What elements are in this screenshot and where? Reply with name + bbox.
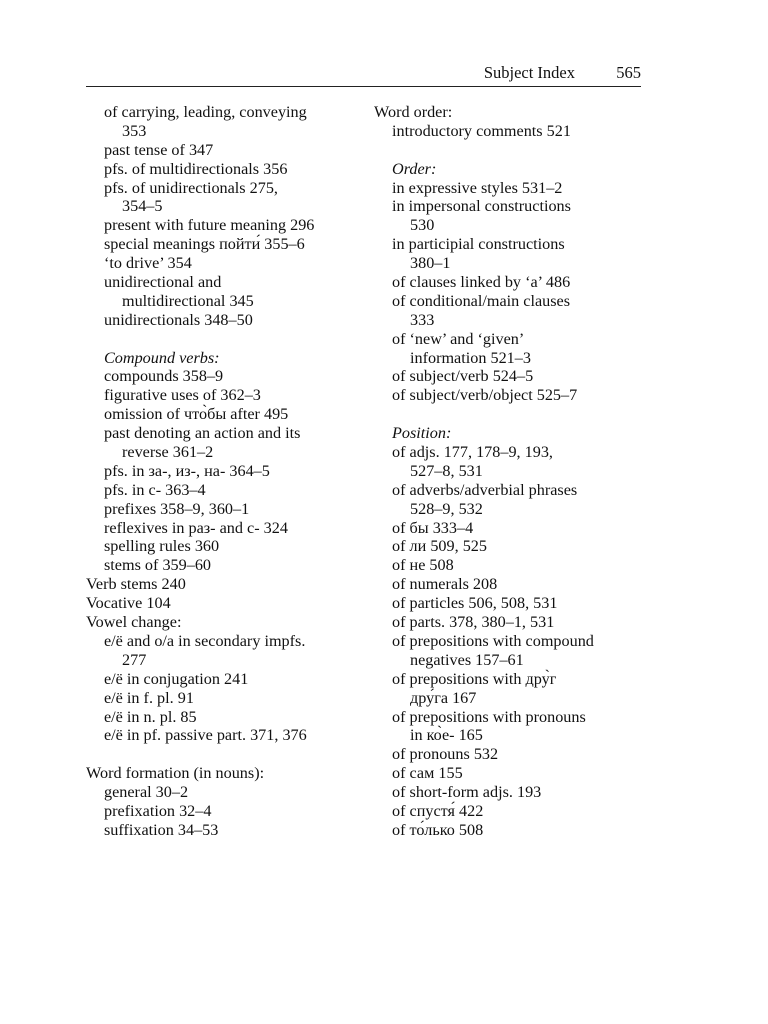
index-section-heading: Compound verbs: <box>104 348 220 367</box>
index-entry: multidirectional 345 <box>122 291 254 310</box>
index-entry: of ‘new’ and ‘given’ <box>392 329 525 348</box>
index-entry: of subject/verb/object 525–7 <box>392 386 578 405</box>
index-entry: pfs. of multidirectionals 356 <box>104 159 288 178</box>
index-entry: of parts. 378, 380–1, 531 <box>392 613 555 632</box>
index-entry: pfs. in за-, из-, на- 364–5 <box>104 461 270 480</box>
index-entry: special meanings пойти́ 355–6 <box>104 235 305 254</box>
index-column-right <box>374 103 644 840</box>
index-entry: of ли 509, 525 <box>392 537 487 556</box>
index-spacer <box>374 141 644 160</box>
index-entry: Vocative 104 <box>86 594 171 613</box>
index-entry: 530 <box>410 216 435 235</box>
index-entry: omission of что̀бы after 495 <box>104 405 289 424</box>
index-section-heading: Order: <box>392 159 437 178</box>
index-section-heading: Position: <box>392 424 452 443</box>
index-entry: 277 <box>122 650 147 669</box>
index-entry: Verb stems 240 <box>86 575 186 594</box>
index-entry: e/ё in conjugation 241 <box>104 669 249 688</box>
index-entry: past denoting an action and its <box>104 424 301 443</box>
index-entry: general 30–2 <box>104 783 189 802</box>
index-spacer <box>374 405 644 424</box>
index-spacer <box>86 745 366 764</box>
index-entry: e/ё in f. pl. 91 <box>104 688 194 707</box>
index-column-left <box>86 103 366 840</box>
index-entry: spelling rules 360 <box>104 537 220 556</box>
running-header <box>86 62 641 86</box>
index-entry: unidirectionals 348–50 <box>104 310 253 329</box>
index-entry: unidirectional and <box>104 273 222 292</box>
index-entry: present with future meaning 296 <box>104 216 315 235</box>
index-entry: figurative uses of 362–3 <box>104 386 261 405</box>
index-entry: past tense of 347 <box>104 140 214 159</box>
index-entry: of не 508 <box>392 556 454 575</box>
index-entry: Word order: <box>374 103 453 121</box>
index-entry: of prepositions with дру̀г <box>392 669 557 688</box>
index-entry: e/ё in n. pl. 85 <box>104 707 197 726</box>
index-entry: of сам 155 <box>392 764 463 783</box>
index-entry: compounds 358–9 <box>104 367 224 386</box>
index-entry: 353 <box>122 121 147 140</box>
index-entry: in ко̀е- 165 <box>410 726 483 745</box>
index-entry: of adverbs/adverbial phrases <box>392 480 578 499</box>
index-entry: of бы 333–4 <box>392 518 474 537</box>
index-entry: in participial constructions <box>392 235 565 254</box>
index-entry: 333 <box>410 310 435 329</box>
index-entry: of subject/verb 524–5 <box>392 367 534 386</box>
index-entry: Word formation (in nouns): <box>86 764 265 783</box>
index-entry: дру́га 167 <box>410 688 477 707</box>
header-rule <box>86 86 641 87</box>
index-entry: of adjs. 177, 178–9, 193, <box>392 443 553 462</box>
index-entry: pfs. in с- 363–4 <box>104 480 206 499</box>
page-number: 565 <box>616 63 641 82</box>
index-entry: ‘to drive’ 354 <box>104 254 192 273</box>
index-entry: of спустя́ 422 <box>392 801 484 820</box>
index-entry: of pronouns 532 <box>392 745 499 764</box>
index-entry: negatives 157–61 <box>410 650 524 669</box>
index-entry: of particles 506, 508, 531 <box>392 594 558 613</box>
index-entry: 380–1 <box>410 254 451 273</box>
index-entry: e/ё in pf. passive part. 371, 376 <box>104 726 307 745</box>
index-entry: 354–5 <box>122 197 163 216</box>
index-entry: prefixation 32–4 <box>104 801 212 820</box>
index-entry: reflexives in раз- and с- 324 <box>104 518 288 537</box>
index-entry: 527–8, 531 <box>410 461 483 480</box>
index-entry: of numerals 208 <box>392 575 498 594</box>
index-spacer <box>86 330 366 349</box>
index-entry: of conditional/main clauses <box>392 291 571 310</box>
index-entry: suffixation 34–53 <box>104 820 219 839</box>
index-entry: stems of 359–60 <box>104 556 212 575</box>
index-entry: information 521–3 <box>410 348 531 367</box>
index-entry: of short-form adjs. 193 <box>392 783 542 802</box>
index-entry: of prepositions with pronouns <box>392 707 586 726</box>
index-entry: of carrying, leading, conveying <box>104 103 307 121</box>
index-entry: in impersonal constructions <box>392 197 571 216</box>
index-entry: of clauses linked by ‘а’ 486 <box>392 273 571 292</box>
running-head-title: Subject Index <box>483 63 575 82</box>
index-entry: in expressive styles 531–2 <box>392 178 563 197</box>
index-entry: reverse 361–2 <box>122 443 214 462</box>
index-entry: introductory comments 521 <box>392 121 571 140</box>
index-entry: pfs. of unidirectionals 275, <box>104 178 278 197</box>
index-entry: prefixes 358–9, 360–1 <box>104 499 250 518</box>
index-entry: e/ё and o/a in secondary impfs. <box>104 631 306 650</box>
index-entry: of prepositions with compound <box>392 631 594 650</box>
index-entry: of то́лько 508 <box>392 820 484 839</box>
index-entry: 528–9, 532 <box>410 499 483 518</box>
index-entry: Vowel change: <box>86 613 182 632</box>
